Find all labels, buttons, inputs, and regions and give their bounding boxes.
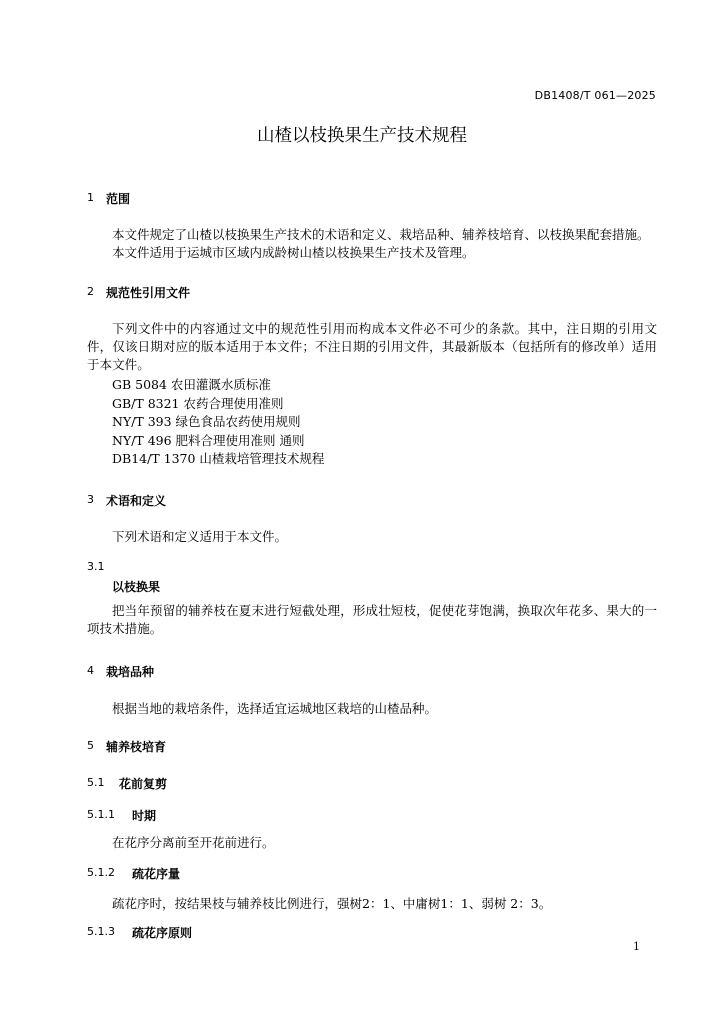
section-3-intro: 下列术语和定义适用于本文件。	[112, 529, 288, 544]
section-5-1-1-number: 5.1.1	[87, 808, 115, 821]
term-3-1-definition: 把当年预留的辅养枝在夏末进行短截处理，形成壮短枝，促使花芽饱满，换取次年花多、果大的一项技术措施。	[87, 603, 657, 636]
section-1-number: 1	[87, 191, 94, 204]
section-2-number: 2	[87, 285, 94, 298]
section-4-number: 4	[87, 664, 94, 677]
section-5-1-title: 花前复剪	[119, 777, 168, 791]
section-5-1-3-number: 5.1.3	[87, 925, 115, 938]
reference-item: GB/T 8321 农药合理使用准则	[112, 395, 284, 411]
section-5-1-2-title: 疏花序量	[132, 867, 181, 881]
reference-item: GB 5084 农田灌溉水质标准	[112, 377, 271, 392]
section-5-1-number: 5.1	[87, 776, 105, 789]
section-4-title: 栽培品种	[106, 665, 155, 679]
section-5-1-1-title: 时期	[132, 809, 157, 823]
page-number: 1	[633, 940, 640, 953]
section-5-1-1-text: 在花序分离前至开花前进行。	[112, 835, 275, 850]
section-5-1-2-number: 5.1.2	[87, 866, 115, 879]
document-title: 山楂以枝换果生产技术规程	[257, 126, 467, 146]
document-code: DB1408/T 061—2025	[534, 89, 656, 102]
section-4-paragraph: 根据当地的栽培条件，选择适宜运城地区栽培的山楂品种。	[112, 701, 438, 716]
reference-item: DB14/T 1370 山楂栽培管理技术规程	[112, 451, 325, 466]
section-1-title: 范围	[106, 192, 131, 206]
reference-list	[112, 376, 324, 469]
section-2-intro: 下列文件中的内容通过文中的规范性引用而构成本文件必不可少的条款。其中，注日期的引用文件，仅该日期对应的版本适用于本文件；不注日期的引用文件，其最新版本（包括所有的修改单）适用于本文件。	[87, 321, 657, 372]
section-3-number: 3	[87, 493, 94, 506]
term-3-1-number: 3.1	[87, 560, 105, 573]
reference-item: NY/T 496 肥料合理使用准则 通则	[112, 432, 305, 448]
section-1-paragraph-1: 本文件规定了山楂以枝换果生产技术的术语和定义、栽培品种、辅养枝培育、以枝换果配套措施。	[112, 227, 650, 242]
section-5-1-3-title: 疏花序原则	[132, 926, 193, 940]
section-3-title: 术语和定义	[106, 494, 167, 508]
term-3-1-title: 以枝换果	[112, 580, 161, 594]
section-5-1-2-text: 疏花序时，按结果枝与辅养枝比例进行，强树2：1、中庸树1：1、弱树 2：3。	[112, 896, 552, 911]
section-1-paragraph-2: 本文件适用于运城市区域内成龄树山楂以枝换果生产技术及管理。	[112, 245, 475, 260]
section-5-title: 辅养枝培育	[106, 740, 167, 754]
reference-item: NY/T 393 绿色食品农药使用规则	[112, 414, 301, 429]
section-5-number: 5	[87, 739, 94, 752]
section-2-title: 规范性引用文件	[106, 286, 191, 300]
